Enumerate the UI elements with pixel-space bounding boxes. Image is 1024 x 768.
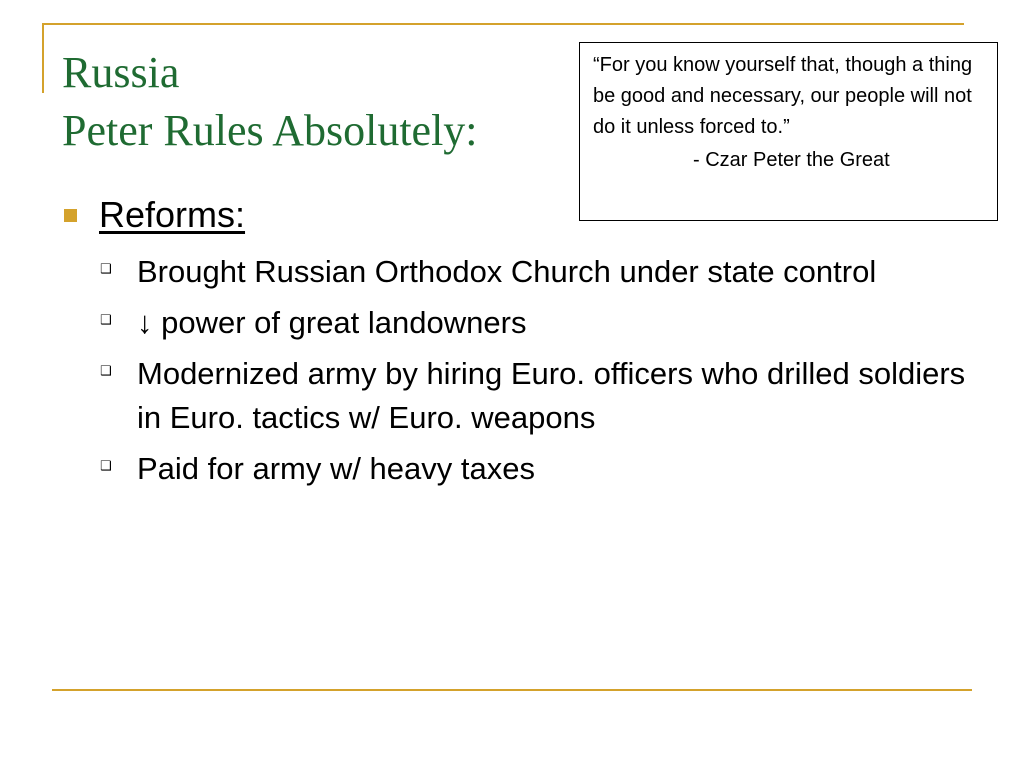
list-item <box>100 301 980 345</box>
reforms-list <box>100 250 980 498</box>
list-item <box>100 250 980 294</box>
bottom-rule <box>52 689 972 691</box>
list-item-text: Brought Russian Orthodox Church under state control <box>137 254 877 289</box>
top-rule <box>42 23 964 25</box>
quote-author: - Czar Peter the Great <box>693 149 890 171</box>
hollow-square-bullet-icon: ❑ <box>100 313 112 328</box>
title-line-1: Russia <box>62 48 180 97</box>
reforms-heading: Reforms: <box>99 194 246 235</box>
list-item-text: Modernized army by hiring Euro. officers who drilled soldiers in Euro. tactics w/ Euro. weapons <box>137 356 966 435</box>
hollow-square-bullet-icon: ❑ <box>100 364 112 379</box>
quote-box <box>579 42 998 221</box>
list-item-text: ↓ power of great landowners <box>137 305 527 340</box>
slide-title <box>62 44 478 160</box>
reforms-bullet <box>64 193 245 237</box>
title-line-2: Peter Rules Absolutely: <box>62 106 478 155</box>
list-item <box>100 447 980 491</box>
list-item <box>100 352 980 440</box>
list-item-text: Paid for army w/ heavy taxes <box>137 451 535 486</box>
quote-text: “For you know yourself that, though a thing be good and necessary, our people will not do it unless forced to.” <box>593 54 973 138</box>
hollow-square-bullet-icon: ❑ <box>100 459 112 474</box>
left-rule <box>42 23 44 93</box>
square-bullet-icon <box>64 209 77 222</box>
hollow-square-bullet-icon: ❑ <box>100 262 112 277</box>
